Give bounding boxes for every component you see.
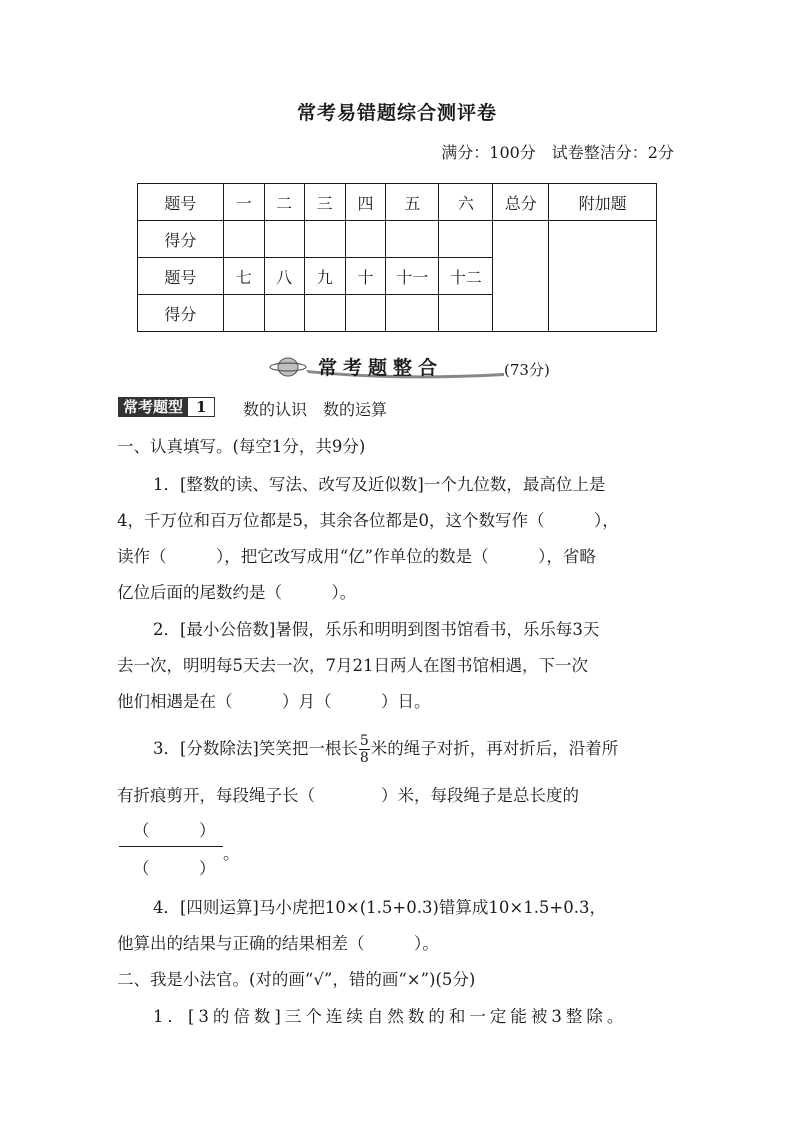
table-cell: 十一	[386, 258, 439, 295]
q3-text-before: 3．[分数除法]笑笑把一根长	[153, 739, 358, 758]
question-type-topic: 数的认识 数的运算	[243, 400, 388, 419]
score-info: 满分：100分 试卷整洁分：2分	[441, 143, 674, 162]
score-entry-cell[interactable]	[304, 221, 345, 258]
q3-text-after: 米的绳子对折，再对折后，沿着所	[370, 739, 619, 758]
question-line: 他们相遇是在（ ）月（ ）日。	[117, 692, 431, 711]
question-line: 1．[3的倍数]三个连续自然数的和一定能被3整除。	[153, 1007, 628, 1026]
score-entry-cell[interactable]	[264, 295, 304, 332]
question-line: 4．[四则运算]马小虎把10×(1.5+0.3)错算成10×1.5+0.3，	[153, 898, 607, 917]
question-line: 读作（ ），把它改写成用“亿”作单位的数是（ ），省略	[117, 547, 596, 566]
table-cell: 十	[345, 258, 386, 295]
question-type-badge	[118, 397, 215, 417]
section-banner-points: (73分)	[504, 361, 550, 379]
score-entry-cell[interactable]	[439, 295, 493, 332]
question-type-label: 常考题型	[118, 397, 188, 417]
planet-icon	[278, 358, 298, 376]
question-line: 1．[整数的读、写法、改写及近似数]一个九位数，最高位上是	[153, 475, 606, 494]
table-cell: 三	[304, 184, 345, 221]
fraction-denominator: 8	[359, 750, 369, 766]
score-entry-cell[interactable]	[345, 221, 386, 258]
score-entry-cell[interactable]	[439, 221, 493, 258]
question-line: 亿位后面的尾数约是（ ）。	[117, 583, 357, 602]
table-cell: 总分	[493, 184, 549, 221]
table-cell: 十二	[439, 258, 493, 295]
table-cell: 六	[439, 184, 493, 221]
table-cell: 得分	[138, 221, 224, 258]
score-entry-cell[interactable]	[304, 295, 345, 332]
score-table-row	[138, 221, 657, 258]
exam-title: 常考易错题综合测评卷	[296, 102, 497, 124]
question-line: 他算出的结果与正确的结果相差（ ）。	[117, 934, 439, 953]
fraction-five-eighths	[359, 733, 370, 766]
section-banner-title: 常考题整合	[318, 357, 444, 379]
fraction-bar	[119, 846, 223, 847]
question-line: 4，千万位和百万位都是5，其余各位都是0，这个数写作（ ），	[117, 511, 619, 530]
table-cell: 题号	[138, 184, 224, 221]
question-type-number: 1	[188, 397, 215, 417]
question-line: 有折痕剪开，每段绳子长（ ）米，每段绳子是总长度的	[117, 786, 579, 805]
blank-denominator[interactable]: （ ）	[133, 859, 216, 878]
score-entry-cell[interactable]	[386, 295, 439, 332]
table-cell: 题号	[138, 258, 224, 295]
table-cell: 得分	[138, 295, 224, 332]
table-cell: 附加题	[549, 184, 657, 221]
score-table	[137, 183, 657, 332]
blank-numerator[interactable]: （ ）	[133, 821, 216, 840]
fraction-answer-blank[interactable]	[119, 817, 223, 877]
table-cell: 五	[386, 184, 439, 221]
question-line-with-fraction	[153, 733, 618, 766]
question-line: 2．[最小公倍数]暑假，乐乐和明明到图书馆看书，乐乐每3天	[153, 620, 600, 639]
score-entry-cell[interactable]	[223, 295, 264, 332]
section2-heading: 二、我是小法官。(对的画“√”，错的画“×”)(5分)	[117, 970, 476, 989]
score-entry-cell[interactable]	[345, 295, 386, 332]
fraction-numerator: 5	[359, 733, 369, 749]
table-cell: 九	[304, 258, 345, 295]
score-entry-cell[interactable]	[223, 221, 264, 258]
table-cell: 一	[223, 184, 264, 221]
bonus-score-cell[interactable]	[549, 221, 657, 332]
section1-heading: 一、认真填写。(每空1分，共9分)	[117, 437, 366, 456]
score-entry-cell[interactable]	[386, 221, 439, 258]
question-line: 去一次，明明每5天去一次，7月21日两人在图书馆相遇，下一次	[117, 656, 588, 675]
table-cell: 八	[264, 258, 304, 295]
total-score-cell[interactable]	[493, 221, 549, 332]
table-cell: 七	[223, 258, 264, 295]
q3-end-mark: 。	[223, 844, 240, 863]
table-cell: 四	[345, 184, 386, 221]
table-cell: 二	[264, 184, 304, 221]
score-entry-cell[interactable]	[264, 221, 304, 258]
score-table-row	[138, 184, 657, 221]
